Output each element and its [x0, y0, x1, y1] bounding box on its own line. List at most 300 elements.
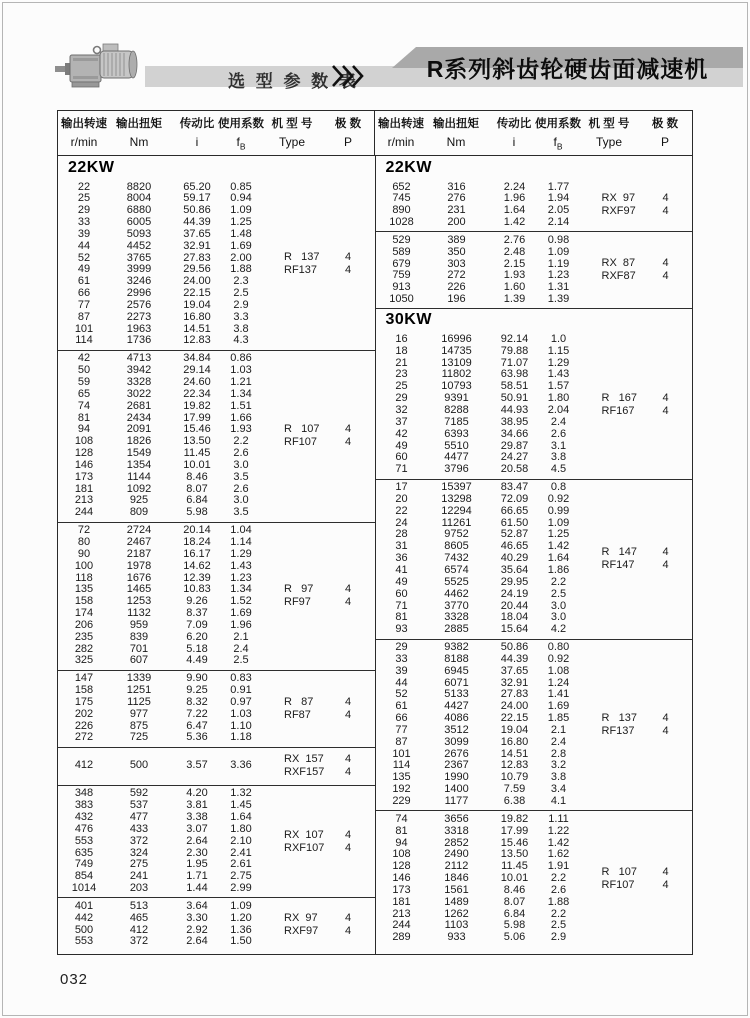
model-type-line — [602, 546, 680, 559]
torque-cell: 5093 — [126, 227, 152, 240]
torque-cell: 1253 — [126, 595, 152, 608]
ratio-cell: 19.82 — [500, 812, 529, 825]
torque-cell: 1103 — [444, 919, 469, 932]
model-type: RXF87 — [601, 270, 636, 283]
torque-cell: 3999 — [126, 263, 152, 276]
service-factor-cell: 3.8 — [550, 451, 567, 464]
model-type: RF167 — [601, 405, 635, 417]
speed-cell: 42 — [77, 352, 91, 365]
speed-cell: 71 — [395, 599, 408, 612]
ratio-cell: 22.15 — [500, 712, 529, 725]
service-factor-cell: 2.05 — [547, 204, 570, 217]
speed-cell: 114 — [392, 759, 411, 772]
speed-cell: 173 — [392, 883, 411, 896]
service-factor-cell: 1.69 — [547, 700, 570, 713]
pole-count: 4 — [344, 251, 352, 264]
service-factor-cell: 0.85 — [230, 180, 252, 193]
model-type-line — [284, 423, 362, 436]
triple-chevron-icon — [331, 64, 367, 88]
table-row — [376, 909, 693, 921]
service-factor-cell: 2.99 — [230, 882, 252, 895]
speed-cell: 77 — [77, 298, 91, 311]
table-row — [376, 506, 693, 518]
speed-cell: 244 — [392, 919, 411, 932]
service-factor-cell: 1.66 — [230, 411, 252, 424]
table-row — [58, 620, 375, 632]
torque-cell: 2996 — [126, 287, 152, 300]
banner-label: 选 型 参 数 表 — [228, 72, 359, 91]
service-factor-cell: 0.80 — [547, 641, 570, 654]
torque-cell: 316 — [447, 180, 466, 193]
ratio-cell: 16.17 — [183, 547, 211, 560]
page-number: 032 — [60, 971, 89, 988]
table-header — [58, 111, 692, 156]
ratio-cell: 58.51 — [500, 380, 529, 393]
ratio-cell: 32.91 — [183, 239, 211, 252]
speed-cell: 101 — [392, 747, 411, 760]
ratio-cell: 8.07 — [503, 895, 526, 908]
table-row — [376, 897, 693, 909]
pole-count: 4 — [344, 436, 352, 449]
table-row — [376, 369, 693, 381]
speed-cell: 289 — [392, 931, 411, 944]
service-factor-cell: 1.18 — [230, 731, 252, 744]
table-row — [376, 464, 693, 476]
speed-cell: 745 — [392, 192, 411, 205]
table-row — [58, 788, 375, 800]
torque-cell: 4427 — [444, 700, 469, 713]
table-row — [58, 229, 375, 241]
torque-cell: 2367 — [444, 759, 469, 772]
speed-cell: 25 — [395, 380, 408, 393]
table-body-right — [376, 156, 693, 954]
service-factor-cell: 4.3 — [233, 334, 249, 347]
model-type-block — [284, 251, 362, 277]
service-factor-cell: 2.9 — [233, 298, 249, 311]
rating-group — [58, 747, 375, 785]
table-row — [58, 871, 375, 883]
ratio-cell: 10.79 — [500, 771, 529, 784]
service-factor-cell: 1.14 — [230, 535, 252, 548]
speed-cell: 39 — [77, 227, 91, 240]
model-type: RXF97 — [284, 924, 319, 937]
model-type-line — [284, 829, 362, 842]
torque-cell: 3770 — [444, 599, 469, 612]
speed-cell: 60 — [395, 587, 408, 600]
speed-cell: 108 — [392, 848, 411, 861]
torque-cell: 1354 — [126, 458, 152, 471]
ratio-cell: 15.46 — [183, 423, 211, 436]
torque-cell: 1339 — [126, 672, 152, 685]
service-factor-cell: 2.3 — [233, 275, 249, 288]
service-factor-cell: 2.6 — [233, 447, 249, 460]
service-factor-cell: 1.29 — [547, 356, 570, 369]
speed-cell: 100 — [74, 559, 94, 572]
table-row — [58, 312, 375, 324]
torque-cell: 1846 — [444, 872, 469, 885]
speed-cell: 442 — [74, 911, 94, 924]
speed-cell: 128 — [392, 860, 411, 873]
speed-cell: 44 — [77, 239, 91, 252]
table-row — [376, 577, 693, 589]
speed-cell: 213 — [392, 907, 411, 920]
ratio-cell: 19.04 — [500, 723, 529, 736]
service-factor-cell: 1.09 — [547, 516, 570, 529]
model-type-block — [284, 829, 362, 855]
service-factor-cell: 1.43 — [230, 559, 252, 572]
speed-cell: 272 — [74, 731, 94, 744]
service-factor-cell: 1.24 — [547, 676, 570, 689]
ratio-cell: 27.83 — [500, 688, 529, 701]
torque-cell: 9382 — [444, 641, 469, 654]
model-type: R 107 — [601, 865, 637, 878]
pole-count: 4 — [344, 841, 352, 854]
speed-cell: 23 — [395, 368, 408, 381]
service-factor-cell: 3.4 — [550, 783, 567, 796]
speed-cell: 553 — [74, 834, 94, 847]
ratio-cell: 4.49 — [186, 654, 208, 667]
ratio-cell: 3.57 — [186, 759, 208, 772]
pole-count: 4 — [662, 192, 669, 205]
service-factor-cell: 3.36 — [230, 759, 252, 772]
speed-cell: 118 — [75, 571, 93, 584]
table-row — [58, 632, 375, 644]
torque-cell: 933 — [447, 931, 466, 944]
table-row — [58, 561, 375, 573]
speed-cell: 81 — [395, 824, 408, 837]
speed-cell: 81 — [77, 411, 91, 424]
ratio-cell: 22.15 — [183, 287, 211, 300]
torque-cell: 1990 — [444, 771, 469, 784]
speed-cell: 192 — [392, 783, 411, 796]
ratio-cell: 10.01 — [183, 458, 211, 471]
speed-cell: 81 — [395, 611, 408, 624]
torque-cell: 1125 — [127, 695, 151, 708]
speed-cell: 66 — [77, 287, 91, 300]
service-factor-cell: 0.92 — [547, 652, 570, 665]
table-row — [58, 389, 375, 401]
ratio-cell: 50.91 — [500, 392, 529, 405]
speed-cell: 87 — [77, 310, 91, 323]
table-row — [376, 494, 693, 506]
model-type-line — [602, 392, 680, 405]
ratio-cell: 22.34 — [183, 387, 211, 400]
ratio-cell: 1.95 — [186, 858, 208, 871]
service-factor-cell: 1.03 — [230, 707, 252, 720]
speed-cell: 401 — [74, 899, 94, 912]
service-factor-cell: 2.6 — [550, 427, 567, 440]
service-factor-cell: 1.25 — [230, 216, 252, 229]
torque-cell: 6393 — [444, 427, 469, 440]
torque-cell: 5525 — [444, 575, 469, 588]
service-factor-cell: 2.2 — [233, 435, 249, 448]
ratio-cell: 4.20 — [186, 787, 208, 800]
model-type: R 137 — [601, 711, 637, 724]
service-factor-cell: 1.29 — [230, 547, 252, 560]
model-type: R 147 — [601, 546, 637, 559]
torque-cell: 1400 — [444, 783, 469, 796]
service-factor-cell: 2.2 — [550, 575, 567, 588]
ratio-cell: 59.17 — [183, 192, 211, 205]
speed-cell: 432 — [74, 811, 94, 823]
model-type-line — [602, 192, 680, 205]
table-row — [58, 800, 375, 812]
model-type: RXF107 — [284, 841, 325, 854]
table-row — [58, 883, 375, 895]
table-row — [58, 472, 375, 484]
service-factor-cell: 1.52 — [230, 595, 252, 608]
torque-cell: 3328 — [126, 376, 152, 388]
table-row — [376, 612, 693, 624]
service-factor-cell: 1.94 — [547, 192, 570, 205]
service-factor-cell: 1.03 — [230, 364, 252, 377]
pole-count: 4 — [344, 695, 352, 708]
torque-cell: 241 — [129, 870, 149, 883]
speed-cell: 229 — [392, 795, 411, 807]
service-factor-cell: 1.69 — [230, 239, 252, 252]
ratio-cell: 24.60 — [183, 376, 211, 388]
table-row — [376, 441, 693, 453]
torque-cell: 513 — [129, 899, 149, 912]
torque-cell: 350 — [447, 245, 466, 258]
service-factor-cell: 1.80 — [230, 822, 252, 835]
torque-cell: 2885 — [444, 623, 469, 636]
table-row — [376, 689, 693, 701]
ratio-cell: 1.64 — [503, 204, 526, 217]
table-row — [376, 654, 693, 666]
model-type-block — [602, 192, 680, 218]
table-row — [376, 235, 693, 247]
rating-group — [58, 670, 375, 747]
service-factor-cell: 2.10 — [230, 834, 252, 847]
table-row — [58, 460, 375, 472]
speed-cell: 181 — [74, 482, 94, 495]
speed-cell: 128 — [74, 447, 94, 460]
speed-cell: 61 — [77, 275, 91, 288]
service-factor-cell: 1.91 — [547, 860, 570, 873]
speed-cell: 77 — [395, 723, 408, 736]
service-factor-cell: 0.94 — [230, 192, 252, 205]
service-factor-cell: 1.57 — [547, 380, 570, 393]
torque-cell: 5510 — [444, 439, 469, 452]
service-factor-cell: 1.51 — [230, 399, 252, 412]
service-factor-cell: 2.2 — [550, 872, 567, 885]
speed-cell: 500 — [74, 923, 94, 936]
table-row — [58, 812, 375, 824]
ratio-cell: 6.84 — [186, 494, 208, 507]
service-factor-cell: 1.10 — [230, 719, 252, 732]
table-row — [376, 334, 693, 346]
model-type-line — [284, 251, 362, 264]
model-type-line — [602, 866, 680, 879]
table-row — [58, 608, 375, 620]
service-factor-cell: 3.0 — [550, 611, 567, 624]
model-type-line — [602, 559, 680, 572]
speed-cell: 17 — [395, 481, 408, 494]
model-type: R 137 — [284, 251, 320, 264]
service-factor-cell: 0.83 — [230, 672, 252, 685]
model-type: RX 157 — [284, 753, 324, 766]
ratio-cell: 61.50 — [500, 516, 529, 529]
model-type-line — [284, 842, 362, 855]
table-row — [376, 826, 693, 838]
table-row — [376, 624, 693, 636]
torque-cell: 8605 — [444, 540, 469, 553]
torque-cell: 925 — [129, 494, 149, 507]
speed-cell: 114 — [75, 334, 93, 347]
ratio-cell: 2.64 — [186, 834, 208, 847]
torque-cell: 4462 — [444, 587, 469, 600]
torque-cell: 6880 — [126, 204, 152, 217]
torque-cell: 1963 — [126, 322, 152, 335]
model-type: RF147 — [601, 559, 635, 572]
ratio-cell: 5.06 — [503, 931, 526, 944]
ratio-cell: 15.64 — [500, 623, 529, 636]
model-type-line — [284, 925, 362, 938]
torque-cell: 1736 — [126, 334, 152, 347]
speed-cell: 412 — [74, 759, 94, 772]
speed-cell: 36 — [395, 552, 408, 565]
service-factor-cell: 3.2 — [550, 759, 567, 772]
model-type: RXF157 — [284, 766, 325, 779]
speed-cell: 25 — [77, 192, 91, 205]
service-factor-cell: 1.93 — [230, 423, 252, 436]
torque-cell: 1549 — [126, 447, 152, 460]
service-factor-cell: 1.80 — [547, 392, 570, 405]
ratio-cell: 72.09 — [500, 492, 529, 505]
speed-cell: 22 — [77, 180, 91, 193]
torque-cell: 725 — [129, 731, 149, 744]
col-header-poles: 极 数 P — [651, 118, 679, 149]
service-factor-cell: 2.8 — [550, 747, 567, 760]
ratio-cell: 2.76 — [503, 233, 526, 246]
gear-motor-photo — [53, 36, 141, 100]
service-factor-cell: 2.2 — [550, 907, 567, 920]
speed-cell: 52 — [395, 688, 408, 701]
torque-cell: 2112 — [444, 860, 469, 873]
table-row — [58, 288, 375, 300]
ratio-cell: 12.39 — [183, 571, 211, 584]
rating-group — [376, 479, 693, 639]
service-factor-cell: 2.00 — [230, 251, 252, 264]
speed-cell: 108 — [74, 435, 94, 448]
speed-cell: 589 — [392, 245, 411, 258]
torque-cell: 500 — [129, 759, 149, 772]
torque-cell: 1676 — [126, 571, 152, 584]
service-factor-cell: 4.1 — [550, 795, 567, 807]
service-factor-cell: 1.32 — [230, 787, 252, 800]
pole-count: 4 — [344, 264, 352, 277]
col-header-torque: 输出扭矩 Nm — [433, 118, 479, 149]
ratio-cell: 20.44 — [500, 599, 529, 612]
torque-cell: 2434 — [126, 411, 152, 424]
speed-cell: 28 — [395, 528, 408, 541]
speed-cell: 553 — [74, 935, 94, 948]
col-header-service-factor: 使用系数 $f_B$ — [218, 118, 264, 152]
table-row — [58, 732, 375, 744]
model-type-line — [284, 264, 362, 277]
ratio-cell: 7.09 — [186, 618, 208, 631]
torque-cell: 2681 — [126, 399, 152, 412]
torque-cell: 5133 — [444, 688, 469, 701]
rating-group — [58, 350, 375, 522]
model-type: R 97 — [284, 583, 314, 596]
model-type-line — [284, 709, 362, 722]
table-row — [376, 749, 693, 761]
speed-cell: 21 — [395, 356, 408, 369]
torque-cell: 9752 — [444, 528, 469, 541]
table-row — [58, 655, 375, 667]
torque-cell: 592 — [129, 787, 149, 800]
torque-cell: 6071 — [444, 676, 469, 689]
service-factor-cell: 2.04 — [547, 404, 570, 416]
torque-cell: 10793 — [441, 380, 472, 393]
service-factor-cell: 2.9 — [550, 931, 567, 944]
ratio-cell: 16.80 — [500, 735, 529, 748]
service-factor-cell: 1.31 — [547, 281, 570, 294]
torque-cell: 8188 — [444, 652, 469, 665]
ratio-cell: 44.39 — [500, 652, 529, 665]
ratio-cell: 9.25 — [186, 684, 208, 697]
ratio-cell: 1.60 — [503, 281, 526, 294]
service-factor-cell: 1.0 — [550, 332, 567, 345]
model-type-block — [602, 866, 680, 892]
service-factor-cell: 1.08 — [547, 664, 570, 677]
ratio-cell: 24.00 — [183, 275, 211, 288]
service-factor-cell: 1.96 — [230, 618, 252, 631]
table-row — [376, 920, 693, 932]
table-row — [58, 673, 375, 685]
service-factor-cell: 1.43 — [547, 368, 570, 381]
torque-cell: 2490 — [444, 848, 469, 861]
pole-count: 4 — [662, 711, 669, 724]
service-factor-cell: 1.34 — [230, 583, 252, 596]
model-type-line — [284, 596, 362, 609]
ratio-cell: 3.38 — [186, 811, 208, 823]
service-factor-cell: 1.11 — [548, 812, 569, 825]
speed-cell: 49 — [77, 263, 91, 276]
model-type: RF137 — [601, 724, 635, 737]
rating-group — [376, 331, 693, 478]
torque-cell: 4713 — [126, 352, 152, 365]
table-row — [376, 452, 693, 464]
torque-cell: 3099 — [444, 735, 469, 748]
torque-cell: 15397 — [441, 481, 472, 494]
service-factor-cell: 0.8 — [550, 481, 567, 494]
col-header-service-factor: 使用系数 $f_B$ — [535, 118, 581, 152]
model-type-line — [284, 436, 362, 449]
ratio-cell: 52.87 — [500, 528, 529, 541]
ratio-cell: 17.99 — [500, 824, 529, 837]
table-row — [58, 859, 375, 871]
model-type-block — [602, 712, 680, 738]
col-header-type: 机 型 号 Type — [588, 118, 630, 149]
speed-cell: 59 — [77, 376, 91, 388]
ratio-cell: 1.42 — [503, 216, 526, 229]
ratio-cell: 2.30 — [186, 846, 208, 859]
torque-cell: 3656 — [444, 812, 469, 825]
ratio-cell: 8.37 — [186, 607, 208, 620]
model-type: RF107 — [284, 436, 318, 449]
service-factor-cell: 1.09 — [230, 204, 252, 217]
table-row — [58, 495, 375, 507]
service-factor-cell: 0.91 — [230, 684, 252, 697]
speed-cell: 206 — [74, 618, 94, 631]
table-row — [58, 549, 375, 561]
col-header-ratio: 传动比 i — [496, 118, 532, 149]
table-row — [58, 324, 375, 336]
ratio-cell: 46.65 — [500, 540, 529, 553]
